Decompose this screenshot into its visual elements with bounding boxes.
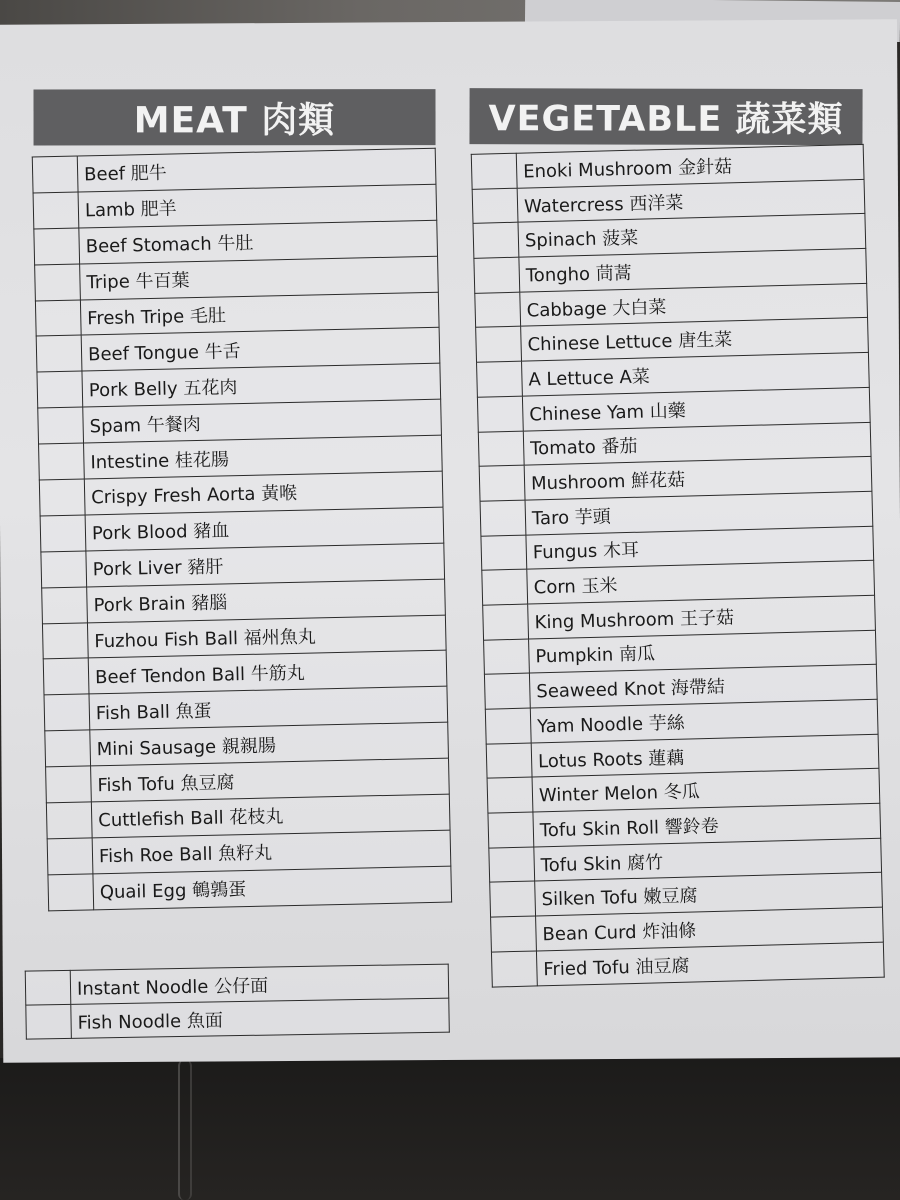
quantity-checkbox-cell[interactable] — [43, 658, 89, 695]
cable — [178, 1060, 192, 1200]
quantity-checkbox-cell[interactable] — [491, 916, 537, 952]
item-name: Pork Liver 豬肝 — [86, 543, 445, 587]
quantity-checkbox-cell[interactable] — [34, 228, 80, 265]
table-row — [26, 998, 450, 1039]
quantity-checkbox-cell[interactable] — [40, 515, 86, 552]
item-name: Fresh Tripe 毛肚 — [80, 292, 439, 336]
quantity-checkbox-cell[interactable] — [479, 465, 525, 501]
item-name: Fish Ball 魚蛋 — [89, 686, 448, 730]
item-name: Fish Tofu 魚豆腐 — [91, 758, 450, 802]
quantity-checkbox-cell[interactable] — [39, 479, 85, 516]
item-name: Enoki Mushroom 金針菇 — [516, 144, 864, 187]
item-name: Fungus 木耳 — [526, 526, 874, 569]
quantity-checkbox-cell[interactable] — [39, 443, 85, 480]
quantity-checkbox-cell[interactable] — [484, 673, 530, 709]
vegetable-table — [471, 144, 885, 987]
quantity-checkbox-cell[interactable] — [485, 708, 531, 744]
quantity-checkbox-cell[interactable] — [26, 1004, 72, 1039]
item-name: Yam Noodle 芋絲 — [530, 699, 878, 742]
item-name: Fried Tofu 油豆腐 — [536, 942, 884, 985]
item-name: Lamb 肥羊 — [78, 184, 437, 228]
item-name: Tofu Skin 腐竹 — [534, 838, 882, 881]
item-name: Taro 芋頭 — [525, 491, 873, 534]
item-name: Beef Tendon Ball 牛筋丸 — [88, 651, 447, 695]
item-name: Watercress 西洋菜 — [517, 179, 865, 222]
item-name: Spam 午餐肉 — [83, 399, 442, 443]
quantity-checkbox-cell[interactable] — [483, 604, 529, 640]
quantity-checkbox-cell[interactable] — [36, 335, 82, 372]
item-name: Beef Tongue 牛舌 — [81, 328, 440, 372]
item-name: Pork Belly 五花肉 — [82, 364, 441, 408]
quantity-checkbox-cell[interactable] — [477, 396, 523, 432]
item-name: Lotus Roots 蓮藕 — [531, 734, 879, 777]
item-name: Mushroom 鮮花菇 — [524, 457, 872, 500]
item-name: Pork Brain 豬腦 — [87, 579, 446, 623]
item-name: Cabbage 大白菜 — [520, 283, 868, 326]
quantity-checkbox-cell[interactable] — [35, 300, 81, 337]
item-name: Fuzhou Fish Ball 福州魚丸 — [87, 615, 446, 659]
quantity-checkbox-cell[interactable] — [476, 327, 522, 363]
quantity-checkbox-cell[interactable] — [486, 743, 532, 779]
quantity-checkbox-cell[interactable] — [484, 639, 530, 675]
item-name: Silken Tofu 嫩豆腐 — [535, 873, 883, 916]
quantity-checkbox-cell[interactable] — [48, 874, 94, 911]
item-name: Tomato 番茄 — [523, 422, 871, 465]
item-name: Corn 玉米 — [527, 561, 875, 604]
quantity-checkbox-cell[interactable] — [42, 587, 88, 624]
item-name: Fish Roe Ball 魚籽丸 — [92, 830, 451, 874]
quantity-checkbox-cell[interactable] — [32, 156, 78, 193]
item-name: Cuttlefish Ball 花枝丸 — [91, 794, 450, 838]
item-name: Beef Stomach 牛肚 — [79, 220, 438, 264]
item-name: Tongho 茼蒿 — [519, 248, 867, 291]
quantity-checkbox-cell[interactable] — [482, 569, 528, 605]
quantity-checkbox-cell[interactable] — [37, 371, 83, 408]
quantity-checkbox-cell[interactable] — [474, 257, 520, 293]
quantity-checkbox-cell[interactable] — [491, 951, 537, 987]
quantity-checkbox-cell[interactable] — [46, 802, 92, 839]
quantity-checkbox-cell[interactable] — [475, 292, 521, 328]
table-surface-bottom — [0, 1058, 900, 1200]
item-name: Pork Blood 豬血 — [85, 507, 444, 551]
item-name: Beef 肥牛 — [77, 148, 436, 192]
meat-header: MEAT 肉類 — [33, 89, 435, 145]
quantity-checkbox-cell[interactable] — [477, 361, 523, 397]
item-name: Tofu Skin Roll 響鈴卷 — [533, 803, 881, 846]
quantity-checkbox-cell[interactable] — [488, 812, 534, 848]
item-name: Winter Melon 冬瓜 — [532, 769, 880, 812]
item-name: Intestine 桂花腸 — [84, 435, 443, 479]
item-name: Mini Sausage 親親腸 — [90, 722, 449, 766]
table-row — [48, 866, 452, 911]
quantity-checkbox-cell[interactable] — [35, 264, 81, 301]
quantity-checkbox-cell[interactable] — [472, 188, 518, 224]
quantity-checkbox-cell[interactable] — [481, 535, 527, 571]
item-name: Bean Curd 炸油條 — [536, 907, 884, 950]
item-name: Fish Noodle 魚面 — [71, 998, 450, 1038]
quantity-checkbox-cell[interactable] — [45, 730, 91, 767]
quantity-checkbox-cell[interactable] — [41, 551, 87, 588]
item-name: Tripe 牛百葉 — [80, 256, 439, 300]
quantity-checkbox-cell[interactable] — [46, 766, 92, 803]
vegetable-header: VEGETABLE 蔬菜類 — [469, 88, 862, 145]
item-name: Crispy Fresh Aorta 黃喉 — [84, 471, 443, 515]
quantity-checkbox-cell[interactable] — [44, 694, 90, 731]
quantity-checkbox-cell[interactable] — [480, 500, 526, 536]
quantity-checkbox-cell[interactable] — [471, 153, 517, 189]
item-name: Chinese Yam 山藥 — [522, 387, 870, 430]
item-name: King Mushroom 王子菇 — [528, 595, 876, 638]
quantity-checkbox-cell[interactable] — [33, 192, 79, 229]
item-name: Seaweed Knot 海帶結 — [529, 665, 877, 708]
item-name: Instant Noodle 公仔面 — [70, 964, 449, 1004]
item-name: Pumpkin 南瓜 — [529, 630, 877, 673]
noodle-table — [25, 964, 450, 1040]
quantity-checkbox-cell[interactable] — [38, 407, 84, 444]
order-sheet — [0, 19, 900, 1062]
quantity-checkbox-cell[interactable] — [487, 777, 533, 813]
quantity-checkbox-cell[interactable] — [25, 970, 71, 1005]
quantity-checkbox-cell[interactable] — [473, 223, 519, 259]
item-name: Quail Egg 鵪鶉蛋 — [93, 866, 452, 910]
item-name: A Lettuce A菜 — [522, 352, 870, 395]
meat-table — [32, 148, 452, 911]
quantity-checkbox-cell[interactable] — [478, 431, 524, 467]
item-name: Chinese Lettuce 唐生菜 — [521, 318, 869, 361]
quantity-checkbox-cell[interactable] — [47, 838, 93, 875]
quantity-checkbox-cell[interactable] — [490, 881, 536, 917]
quantity-checkbox-cell[interactable] — [489, 847, 535, 883]
quantity-checkbox-cell[interactable] — [42, 623, 88, 660]
item-name: Spinach 菠菜 — [518, 214, 866, 257]
